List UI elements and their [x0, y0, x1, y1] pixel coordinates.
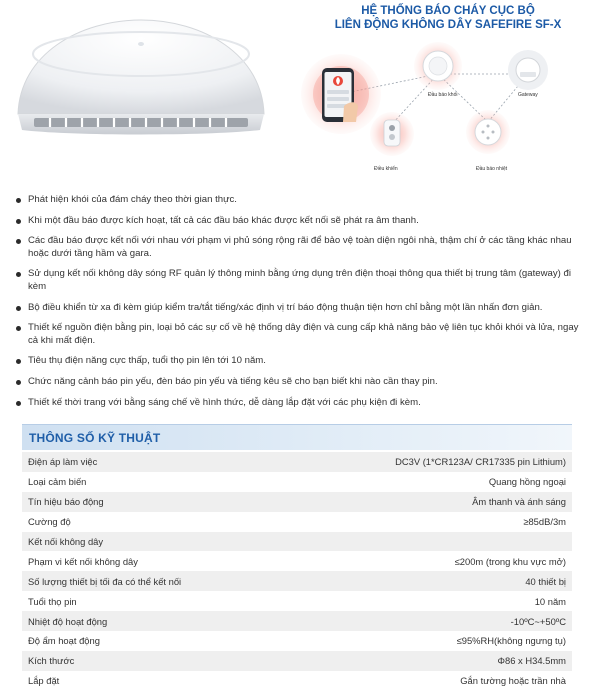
spec-table: [22, 452, 572, 691]
feature-item: Bộ điều khiển từ xa đi kèm giúp kiểm tra/tắt tiếng/xác định vị trí báo động thuận tiện hơn chỉ bằng một lần nhấn đơn giản.: [14, 302, 580, 315]
table-row: [22, 571, 572, 591]
spec-label: Phạm vi kết nối không dây: [22, 551, 283, 571]
phone-app-icon: [301, 54, 381, 134]
spec-value: Âm thanh và ánh sáng: [283, 492, 572, 512]
feature-item: Phát hiện khói của đám cháy theo thời gian thực.: [14, 194, 580, 207]
diagram-label-remote: Điều khiển: [374, 166, 398, 172]
feature-list: [14, 194, 580, 417]
table-row: [22, 671, 572, 691]
spec-value: -10ºC~+50ºC: [283, 611, 572, 631]
spec-label: Lắp đặt: [22, 671, 283, 691]
system-title-line2: LIÊN ĐỘNG KHÔNG DÂY SAFEFIRE SF-X: [334, 19, 562, 31]
table-row: [22, 452, 572, 472]
table-row: [22, 512, 572, 532]
table-row: [22, 532, 572, 552]
spec-value: ≤200m (trong khu vực mở): [283, 551, 572, 571]
spec-label: Cường độ: [22, 512, 283, 532]
feature-item: Tiêu thụ điện năng cực thấp, tuổi thọ pin lên tới 10 năm.: [14, 355, 580, 368]
feature-item: Các đầu báo được kết nối với nhau với phạm vi phủ sóng rộng rãi để bảo vệ toàn diện ngôi nhà, thậm chí ở các tầng khác nhau hoặc dưới tầng hầm và gara.: [14, 235, 580, 260]
diagram-label-smoke: Đầu báo khói: [428, 92, 458, 98]
spec-value: ≤95%RH(không ngưng tụ): [283, 631, 572, 651]
feature-item: Khi một đầu báo được kích hoạt, tất cả các đầu báo khác được kết nối sẽ phát ra âm thanh.: [14, 215, 580, 228]
spec-value: DC3V (1*CR123A/ CR17335 pin Lithium): [283, 452, 572, 472]
spec-value: [283, 532, 572, 552]
spec-section-header: [22, 424, 572, 450]
spec-label: Tín hiệu báo động: [22, 492, 283, 512]
spec-label: Kết nối không dây: [22, 532, 283, 552]
spec-value: Quang hồng ngoại: [283, 472, 572, 492]
hero-section: [0, 0, 600, 180]
spec-label: Loại cảm biến: [22, 472, 283, 492]
diagram-label-gateway: Gateway: [518, 92, 538, 98]
spec-value: Φ86 x H34.5mm: [283, 651, 572, 671]
feature-item: Sử dụng kết nối không dây sóng RF quản lý thông minh bằng ứng dụng trên điện thoại thông qua thiết bị trung tâm (gateway) đi kèm: [14, 268, 580, 293]
smoke-detector-node: [414, 42, 462, 98]
system-diagram: [296, 30, 596, 178]
spec-label: Tuổi thọ pin: [22, 591, 283, 611]
spec-label: Kích thước: [22, 651, 283, 671]
heat-detector-node: [466, 110, 510, 172]
smoke-detector-image: [10, 14, 272, 144]
spec-value: Gắn tường hoặc trần nhà: [283, 671, 572, 691]
table-row: [22, 472, 572, 492]
spec-section-title: THÔNG SỐ KỸ THUẬT: [29, 431, 161, 445]
table-row: [22, 611, 572, 631]
spec-label: Độ ẩm hoạt động: [22, 631, 283, 651]
spec-label: Điện áp làm việc: [22, 452, 283, 472]
system-title: [300, 4, 596, 32]
table-row: [22, 591, 572, 611]
spec-label: Nhiệt độ hoạt động: [22, 611, 283, 631]
table-row: [22, 492, 572, 512]
system-title-line1: HỆ THỐNG BÁO CHÁY CỤC BỘ: [361, 5, 535, 17]
table-row: [22, 631, 572, 651]
feature-item: Chức năng cảnh báo pin yếu, đèn báo pin yếu và tiếng kêu sẽ cho bạn biết khi nào cần thay pin.: [14, 376, 580, 389]
spec-label: Số lượng thiết bị tối đa có thể kết nối: [22, 571, 283, 591]
spec-value: 40 thiết bị: [283, 571, 572, 591]
table-row: [22, 651, 572, 671]
spec-value: ≥85dB/3m: [283, 512, 572, 532]
remote-control-node: [370, 112, 414, 172]
spec-value: 10 năm: [283, 591, 572, 611]
feature-item: Thiết kế thời trang với bằng sáng chế về hình thức, dễ dàng lắp đặt với các phụ kiện đi kèm.: [14, 397, 580, 410]
diagram-label-heat: Đầu báo nhiệt: [476, 166, 508, 172]
feature-item: Thiết kế nguồn điện bằng pin, loại bỏ các sự cố về hệ thống dây điện và cung cấp khả năng bảo vệ liên tục khỏi khói và lửa, ngay cả khi mất điện.: [14, 322, 580, 347]
table-row: [22, 551, 572, 571]
